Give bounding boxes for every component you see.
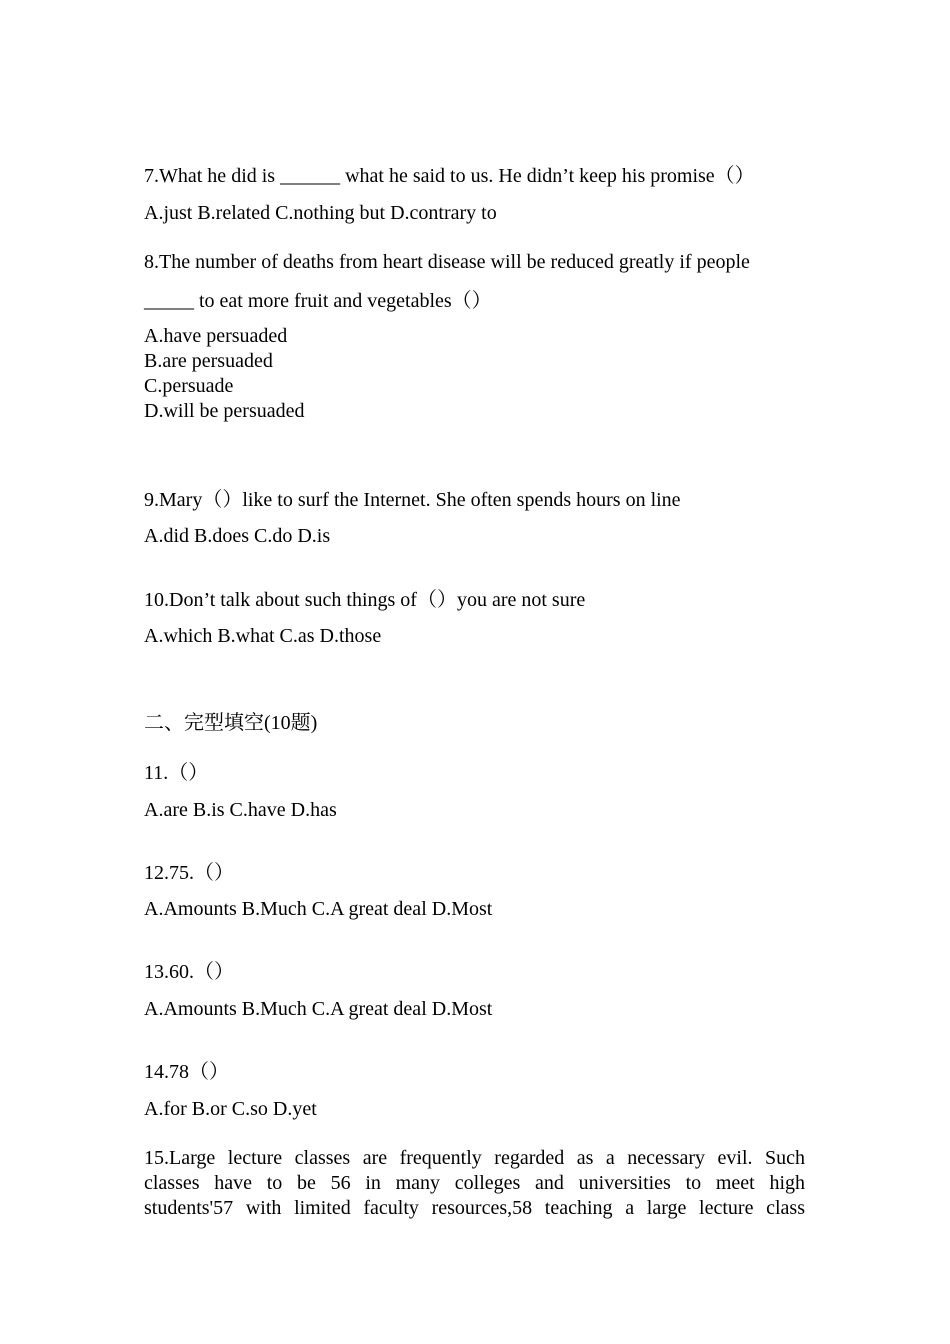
question-8-stem-line1: 8.The number of deaths from heart disease will be reduced greatly if people <box>144 251 750 273</box>
question-14-options: A.for B.or C.so D.yet <box>144 1098 317 1120</box>
question-8-options <box>144 324 805 424</box>
section-heading: 二、完型填空(10题) <box>144 712 318 734</box>
question-11-options: A.are B.is C.have D.has <box>144 799 337 821</box>
option-b: B.are persuaded <box>144 350 273 372</box>
question-9-stem: 9.Mary（）like to surf the Internet. She often spends hours on line <box>144 489 681 511</box>
question-10-stem: 10.Don’t talk about such things of（）you are not sure <box>144 589 586 611</box>
passage-line: students'57 with limited faculty resources,58 teaching a large lecture class <box>144 1197 805 1219</box>
question-13-options: A.Amounts B.Much C.A great deal D.Most <box>144 998 493 1020</box>
passage-line: classes have to be 56 in many colleges and universities to meet high <box>144 1172 805 1194</box>
question-9-options: A.did B.does C.do D.is <box>144 525 331 547</box>
question-10-options: A.which B.what C.as D.those <box>144 625 382 647</box>
question-12-stem: 12.75.（） <box>144 862 234 884</box>
option-a: A.have persuaded <box>144 325 288 347</box>
question-7-stem: 7.What he did is ______ what he said to us. He didn’t keep his promise（） <box>144 165 755 187</box>
question-15-passage <box>144 1146 805 1221</box>
question-12-options: A.Amounts B.Much C.A great deal D.Most <box>144 898 493 920</box>
question-7-options: A.just B.related C.nothing but D.contrary to <box>144 202 497 224</box>
option-d: D.will be persuaded <box>144 400 305 422</box>
question-13-stem: 13.60.（） <box>144 961 234 983</box>
option-c: C.persuade <box>144 375 234 397</box>
question-14-stem: 14.78（） <box>144 1061 229 1083</box>
question-8-stem-line2: _____ to eat more fruit and vegetables（） <box>144 290 492 312</box>
question-11-stem: 11.（） <box>144 762 209 784</box>
passage-line: 15.Large lecture classes are frequently regarded as a necessary evil. Such <box>144 1147 805 1169</box>
